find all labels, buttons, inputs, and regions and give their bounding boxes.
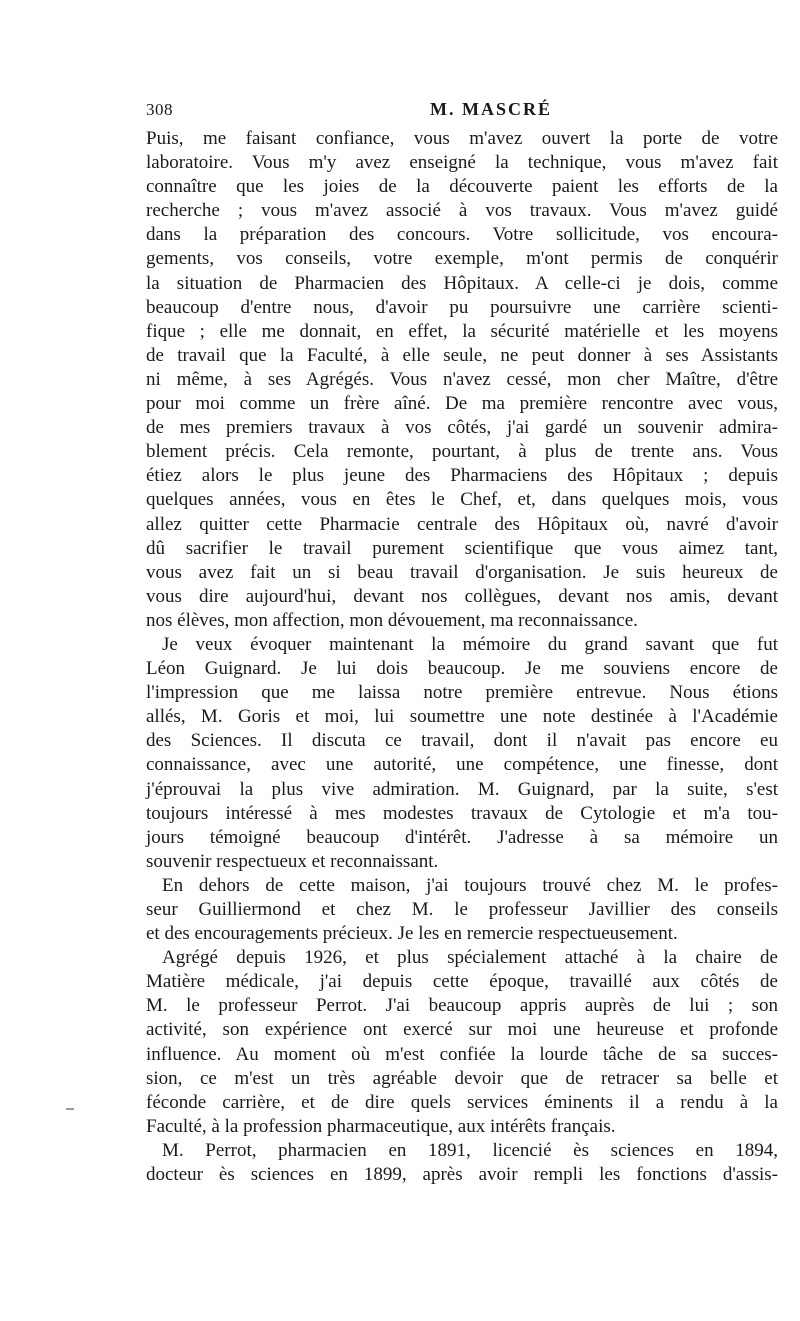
text-line: nos élèves, mon affection, mon dévouement, ma reconnaissance. [146,609,638,631]
text-line: fique ; elle me donnait, en effet, la sécurité matérielle et les moyens [146,320,778,342]
margin-mark [66,1108,74,1110]
text-line: l'impression que me laissa notre première entrevue. Nous étions [146,682,778,704]
text-line: dû sacrifier le travail purement scientifique que vous aimez tant, [146,537,778,559]
text-line: sion, ce m'est un très agréable devoir que de retracer sa belle et [146,1067,778,1089]
text-line: laboratoire. Vous m'y avez enseigné la technique, vous m'avez fait [146,152,778,174]
paragraph-4 [146,946,778,1139]
text-line: ni même, à ses Agrégés. Vous n'avez cessé, mon cher Maître, d'être [146,368,778,390]
text-line: docteur ès sciences en 1899, après avoir rempli les fonctions d'assis- [146,1164,778,1186]
text-line: jours témoigné beaucoup d'intérêt. J'adresse à sa mémoire un [146,826,778,848]
text-line: vous avez fait un si beau travail d'organisation. Je suis heureux de [146,561,778,583]
text-line: Je veux évoquer maintenant la mémoire du grand savant que fut [162,633,778,655]
running-head [146,100,776,124]
text-line: pour moi comme un frère aîné. De ma première rencontre avec vous, [146,393,778,415]
text-line: recherche ; vous m'avez associé à vos travaux. Vous m'avez guidé [146,200,778,222]
text-line: de travail que la Faculté, à elle seule, ne peut donner à ses Assistants [146,344,778,366]
text-line: étiez alors le plus jeune des Pharmaciens des Hôpitaux ; depuis [146,465,778,487]
text-line: M. Perrot, pharmacien en 1891, licencié ès sciences en 1894, [162,1139,778,1161]
text-line: influence. Au moment où m'est confiée la lourde tâche de sa succes- [146,1043,778,1065]
text-line: Puis, me faisant confiance, vous m'avez ouvert la porte de votre [146,128,778,149]
paragraph-5 [146,1139,778,1187]
text-line: de mes premiers travaux à vos côtés, j'ai gardé un souvenir admira- [146,417,778,439]
text-line: des Sciences. Il discuta ce travail, dont il n'avait pas encore eu [146,730,778,752]
text-line: seur Guilliermond et chez M. le professeur Javillier des conseils [146,899,778,920]
text-line: allés, M. Goris et moi, lui soumettre une note destinée à l'Académie [146,706,778,728]
text-line: connaître que les joies de la découverte paient les efforts de la [146,176,778,198]
body-text [146,127,778,1187]
text-line: et des encouragements précieux. Je les en remercie respectueusement. [146,923,678,945]
text-line: gements, vos conseils, votre exemple, m'ont permis de conquérir [146,248,778,270]
text-line: toujours intéressé à mes modestes travaux de Cytologie et m'a tou- [146,802,778,824]
text-line: dans la préparation des concours. Votre sollicitude, vos encoura- [146,224,778,246]
paragraph-2 [146,633,778,874]
running-head-author: M. MASCRÉ [430,99,552,119]
text-line: la situation de Pharmacien des Hôpitaux. A celle-ci je dois, comme [146,272,778,294]
text-line: M. le professeur Perrot. J'ai beaucoup appris auprès de lui ; son [146,995,778,1017]
text-line: quelques années, vous en êtes le Chef, et, dans quelques mois, vous [146,489,778,511]
paragraph-3 [146,874,778,946]
page-number: 308 [146,100,173,119]
text-line: Faculté, à la profession pharmaceutique, aux intérêts français. [146,1115,616,1137]
text-line: activité, son expérience ont exercé sur moi une heureuse et profonde [146,1019,778,1041]
text-line: Léon Guignard. Je lui dois beaucoup. Je me souviens encore de [146,658,778,680]
text-line: beaucoup d'entre nous, d'avoir pu poursuivre une carrière scienti- [146,296,778,318]
text-line: Matière médicale, j'ai depuis cette époque, travaillé aux côtés de [146,971,778,993]
text-line: féconde carrière, et de dire quels services éminents il a rendu à la [146,1091,778,1113]
text-line: connaissance, avec une autorité, une compétence, une finesse, dont [146,754,778,776]
text-line: Agrégé depuis 1926, et plus spécialement attaché à la chaire de [162,947,778,969]
text-line: souvenir respectueux et reconnaissant. [146,850,439,872]
text-line: j'éprouvai la plus vive admiration. M. Guignard, par la suite, s'est [146,778,778,800]
text-line: blement précis. Cela remonte, pourtant, à plus de trente ans. Vous [146,441,778,463]
text-line: vous dire aujourd'hui, devant nos collègues, devant nos amis, devant [146,585,778,607]
text-line: En dehors de cette maison, j'ai toujours trouvé chez M. le profes- [162,874,778,896]
paragraph-1 [146,127,778,633]
text-line: allez quitter cette Pharmacie centrale des Hôpitaux où, navré d'avoir [146,513,778,535]
